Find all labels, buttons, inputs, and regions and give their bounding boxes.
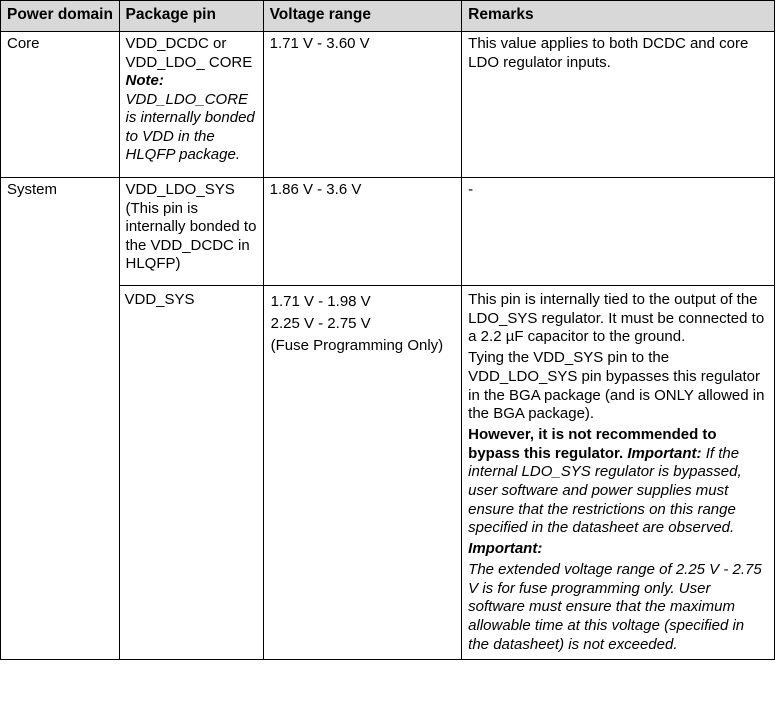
voltage-line: (Fuse Programming Only) [270,337,444,354]
pin-note: (This pin is internally bonded to the VDD_DCDC in HLQFP) [125,199,257,272]
header-row [1,1,775,32]
voltage-cell-vdd-sys [263,286,462,660]
warning-text: However, it is not recommended to bypass this regulator. [468,425,717,462]
pin-name: VDD_LDO_SYS [125,181,235,198]
voltage-cell-ldo-sys: 1.86 V - 3.6 V [263,178,462,286]
important-label: Important: [627,444,702,462]
domain-cell-system: System [1,178,120,660]
remark-paragraph: This pin is internally tied to the output of the LDO_SYS regulator. It must be connected to a 2.2 µF capacitor to the ground. [468,291,765,346]
remark-paragraph: The extended voltage range of 2.25 V - 2.75 V is for fuse programming only. User software must ensure that the maximum allowable time at this voltage (specified in the datasheet) is not exceeded. [468,560,762,653]
pin-cell-core [119,32,263,178]
remarks-cell-vdd-sys [462,286,775,660]
table-row-core [1,32,775,178]
pin-cell-vdd-sys: VDD_SYS [119,286,263,660]
voltage-line: 1.71 V - 1.98 V [270,293,371,310]
header-voltage-range: Voltage range [263,1,462,32]
voltage-cell-core: 1.71 V - 3.60 V [263,32,462,178]
remark-paragraph: Tying the VDD_SYS pin to the VDD_LDO_SYS pin bypasses this regulator in the BGA package (and is ONLY allowed in the BGA package). [468,349,765,423]
voltage-line: 2.25 V - 2.75 V [270,315,371,332]
important-label: Important: [468,540,543,558]
important-text: If the internal LDO_SYS regulator is bypassed, user software and power supplies must ensure that the restrictions on this range specified in the datasheet are observed. [468,444,742,537]
header-power-domain: Power domain [1,1,120,32]
remark-paragraph [468,426,769,538]
pin-line: VDD_DCDC or [125,35,227,52]
pin-cell-ldo-sys [119,178,263,286]
note-text: VDD_LDO_CORE is internally bonded to VDD in the HLQFP package. [125,90,255,163]
remarks-cell-core: This value applies to both DCDC and core LDO regulator inputs. [462,32,775,178]
header-package-pin: Package pin [119,1,263,32]
remarks-cell-ldo-sys: - [462,178,775,286]
pin-line: VDD_LDO_ CORE [125,53,253,71]
note-label: Note: [125,72,164,89]
domain-cell-core: Core [1,32,120,178]
table-row-system-ldo [1,178,775,286]
header-remarks: Remarks [462,1,775,32]
